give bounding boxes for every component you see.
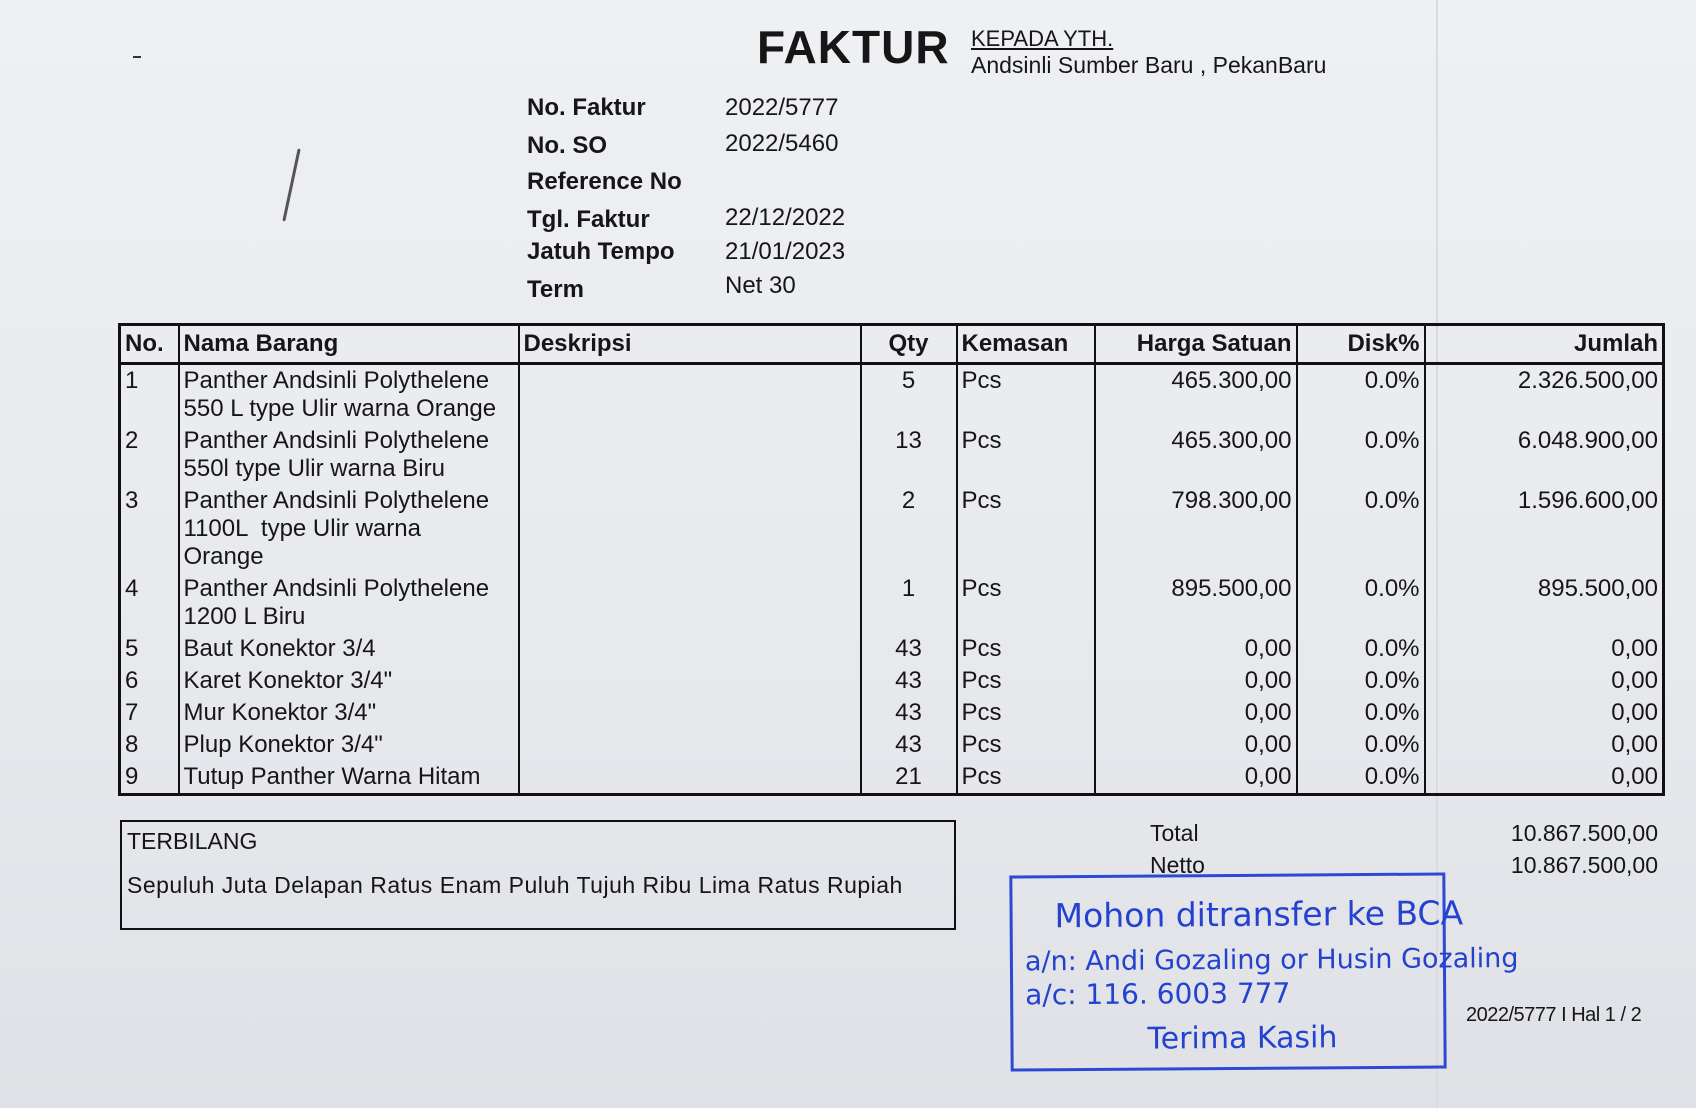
cell-no: 8 (120, 729, 179, 761)
col-header-no: No. (120, 325, 179, 364)
cell-no: 7 (120, 697, 179, 729)
meta-value-jatuh-tempo: 21/01/2023 (725, 238, 846, 265)
cell-kemasan: Pcs (957, 729, 1095, 761)
cell-no: 5 (120, 633, 179, 665)
cell-nama-barang (179, 697, 519, 729)
item-name-line: Plup Konektor 3/4" (183, 731, 383, 758)
item-name-line: Orange (183, 543, 264, 570)
item-name-line: 1200 L Biru (183, 603, 306, 630)
total-label: Total (1150, 820, 1199, 846)
table-row (120, 697, 1664, 729)
cell-nama-barang (179, 425, 519, 485)
meta-label-tgl-faktur: Tgl. Faktur (527, 206, 650, 233)
cell-deskripsi (519, 425, 861, 485)
table-header-row (120, 325, 1664, 364)
meta-label-no-faktur: No. Faktur (527, 94, 646, 121)
cell-jumlah: 0,00 (1425, 761, 1664, 795)
item-name-line: Mur Konektor 3/4" (183, 699, 377, 726)
table-row (120, 665, 1664, 697)
cell-qty: 43 (861, 729, 957, 761)
cell-qty: 21 (861, 761, 957, 795)
cell-no: 6 (120, 665, 179, 697)
meta-value-tgl-faktur: 22/12/2022 (725, 204, 846, 231)
meta-label-no-so: No. SO (527, 132, 608, 159)
cell-disk: 0.0% (1297, 364, 1425, 426)
table-body (120, 364, 1664, 795)
table-row (120, 425, 1664, 485)
cell-no: 4 (120, 573, 179, 633)
col-header-qty: Qty (861, 325, 957, 364)
cell-no: 9 (120, 761, 179, 795)
cell-qty: 43 (861, 665, 957, 697)
meta-label-term: Term (527, 276, 584, 303)
cell-deskripsi (519, 697, 861, 729)
netto-value: 10.867.500,00 (1510, 852, 1658, 878)
cell-qty: 43 (861, 697, 957, 729)
cell-disk: 0.0% (1297, 425, 1425, 485)
cell-nama-barang (179, 633, 519, 665)
item-name-line: Panther Andsinli Polythelene (183, 575, 490, 602)
cell-harga-satuan: 0,00 (1095, 729, 1297, 761)
cell-jumlah: 2.326.500,00 (1425, 364, 1664, 426)
table-row (120, 633, 1664, 665)
cell-harga-satuan: 0,00 (1095, 633, 1297, 665)
cell-kemasan: Pcs (957, 761, 1095, 795)
cell-disk: 0.0% (1297, 761, 1425, 795)
col-header-kemasan: Kemasan (957, 325, 1095, 364)
cell-jumlah: 895.500,00 (1425, 573, 1664, 633)
cell-jumlah: 6.048.900,00 (1425, 425, 1664, 485)
cell-deskripsi (519, 729, 861, 761)
cell-disk: 0.0% (1297, 485, 1425, 573)
table-row (120, 485, 1664, 573)
item-name-line: 550l type Ulir warna Biru (183, 455, 445, 482)
cell-harga-satuan: 0,00 (1095, 665, 1297, 697)
recipient-name: Andsinli Sumber Baru , PekanBaru (971, 52, 1327, 78)
col-header-deskripsi: Deskripsi (519, 325, 861, 364)
cell-qty: 2 (861, 485, 957, 573)
cell-harga-satuan: 798.300,00 (1095, 485, 1297, 573)
cell-kemasan: Pcs (957, 633, 1095, 665)
cell-jumlah: 1.596.600,00 (1425, 485, 1664, 573)
stamp-line-account-name: a/n: Andi Gozaling or Husin Gozaling (1024, 942, 1519, 978)
cell-nama-barang (179, 761, 519, 795)
cell-kemasan: Pcs (957, 425, 1095, 485)
cell-deskripsi (519, 633, 861, 665)
pen-mark (133, 56, 141, 58)
stamp-line-account-number: a/c: 116. 6003 777 (1025, 976, 1291, 1012)
cell-kemasan: Pcs (957, 364, 1095, 426)
document-title: FAKTUR (757, 21, 950, 73)
cell-nama-barang (179, 364, 519, 426)
cell-deskripsi (519, 485, 861, 573)
cell-kemasan: Pcs (957, 697, 1095, 729)
item-name-line: 550 L type Ulir warna Orange (183, 395, 497, 422)
item-name-line: Karet Konektor 3/4" (183, 667, 393, 694)
meta-value-no-faktur: 2022/5777 (725, 94, 839, 121)
cell-qty: 43 (861, 633, 957, 665)
item-name-line: Panther Andsinli Polythelene (183, 367, 490, 394)
col-header-disk: Disk% (1297, 325, 1425, 364)
cell-deskripsi (519, 761, 861, 795)
total-value: 10.867.500,00 (1510, 820, 1658, 846)
cell-qty: 13 (861, 425, 957, 485)
col-header-jumlah: Jumlah (1425, 325, 1664, 364)
cell-disk: 0.0% (1297, 633, 1425, 665)
cell-disk: 0.0% (1297, 697, 1425, 729)
terbilang-box (120, 820, 956, 930)
table-row (120, 364, 1664, 426)
table-row (120, 729, 1664, 761)
meta-label-jatuh-tempo: Jatuh Tempo (527, 238, 675, 265)
item-name-line: 1100L type Ulir warna (183, 515, 421, 542)
recipient-label: KEPADA YTH. (971, 26, 1114, 51)
cell-deskripsi (519, 665, 861, 697)
items-table (118, 323, 1665, 796)
meta-value-no-so: 2022/5460 (725, 130, 839, 157)
terbilang-text: Sepuluh Juta Delapan Ratus Enam Puluh Tujuh Ribu Lima Ratus Rupiah (127, 872, 903, 898)
cell-nama-barang (179, 485, 519, 573)
cell-no: 2 (120, 425, 179, 485)
cell-kemasan: Pcs (957, 573, 1095, 633)
page-reference: 2022/5777 I Hal 1 / 2 (1466, 1004, 1642, 1026)
terbilang-label: TERBILANG (127, 828, 258, 854)
col-header-nama-barang: Nama Barang (179, 325, 519, 364)
table-row (120, 761, 1664, 795)
cell-nama-barang (179, 729, 519, 761)
cell-disk: 0.0% (1297, 729, 1425, 761)
item-name-line: Tutup Panther Warna Hitam (183, 763, 481, 790)
cell-disk: 0.0% (1297, 573, 1425, 633)
cell-kemasan: Pcs (957, 485, 1095, 573)
cell-no: 3 (120, 485, 179, 573)
cell-kemasan: Pcs (957, 665, 1095, 697)
cell-harga-satuan: 895.500,00 (1095, 573, 1297, 633)
cell-nama-barang (179, 573, 519, 633)
cell-harga-satuan: 465.300,00 (1095, 425, 1297, 485)
cell-jumlah: 0,00 (1425, 729, 1664, 761)
cell-jumlah: 0,00 (1425, 633, 1664, 665)
cell-harga-satuan: 0,00 (1095, 761, 1297, 795)
cell-harga-satuan: 465.300,00 (1095, 364, 1297, 426)
meta-value-term: Net 30 (725, 272, 796, 299)
col-header-harga-satuan: Harga Satuan (1095, 325, 1297, 364)
cell-disk: 0.0% (1297, 665, 1425, 697)
item-name-line: Baut Konektor 3/4 (183, 635, 376, 662)
cell-nama-barang (179, 665, 519, 697)
cell-qty: 1 (861, 573, 957, 633)
stamp-line-thanks: Terima Kasih (1147, 1020, 1338, 1057)
table-row (120, 573, 1664, 633)
item-name-line: Panther Andsinli Polythelene (183, 427, 490, 454)
cell-no: 1 (120, 364, 179, 426)
cell-jumlah: 0,00 (1425, 697, 1664, 729)
staple-mark (282, 148, 300, 221)
cell-qty: 5 (861, 364, 957, 426)
cell-deskripsi (519, 573, 861, 633)
cell-deskripsi (519, 364, 861, 426)
meta-label-reference: Reference No (527, 168, 682, 195)
netto-label: Netto (1150, 852, 1205, 878)
stamp-line-transfer: Mohon ditransfer ke BCA (1054, 893, 1464, 936)
cell-harga-satuan: 0,00 (1095, 697, 1297, 729)
cell-jumlah: 0,00 (1425, 665, 1664, 697)
item-name-line: Panther Andsinli Polythelene (183, 487, 490, 514)
bank-transfer-stamp (1009, 872, 1519, 1071)
